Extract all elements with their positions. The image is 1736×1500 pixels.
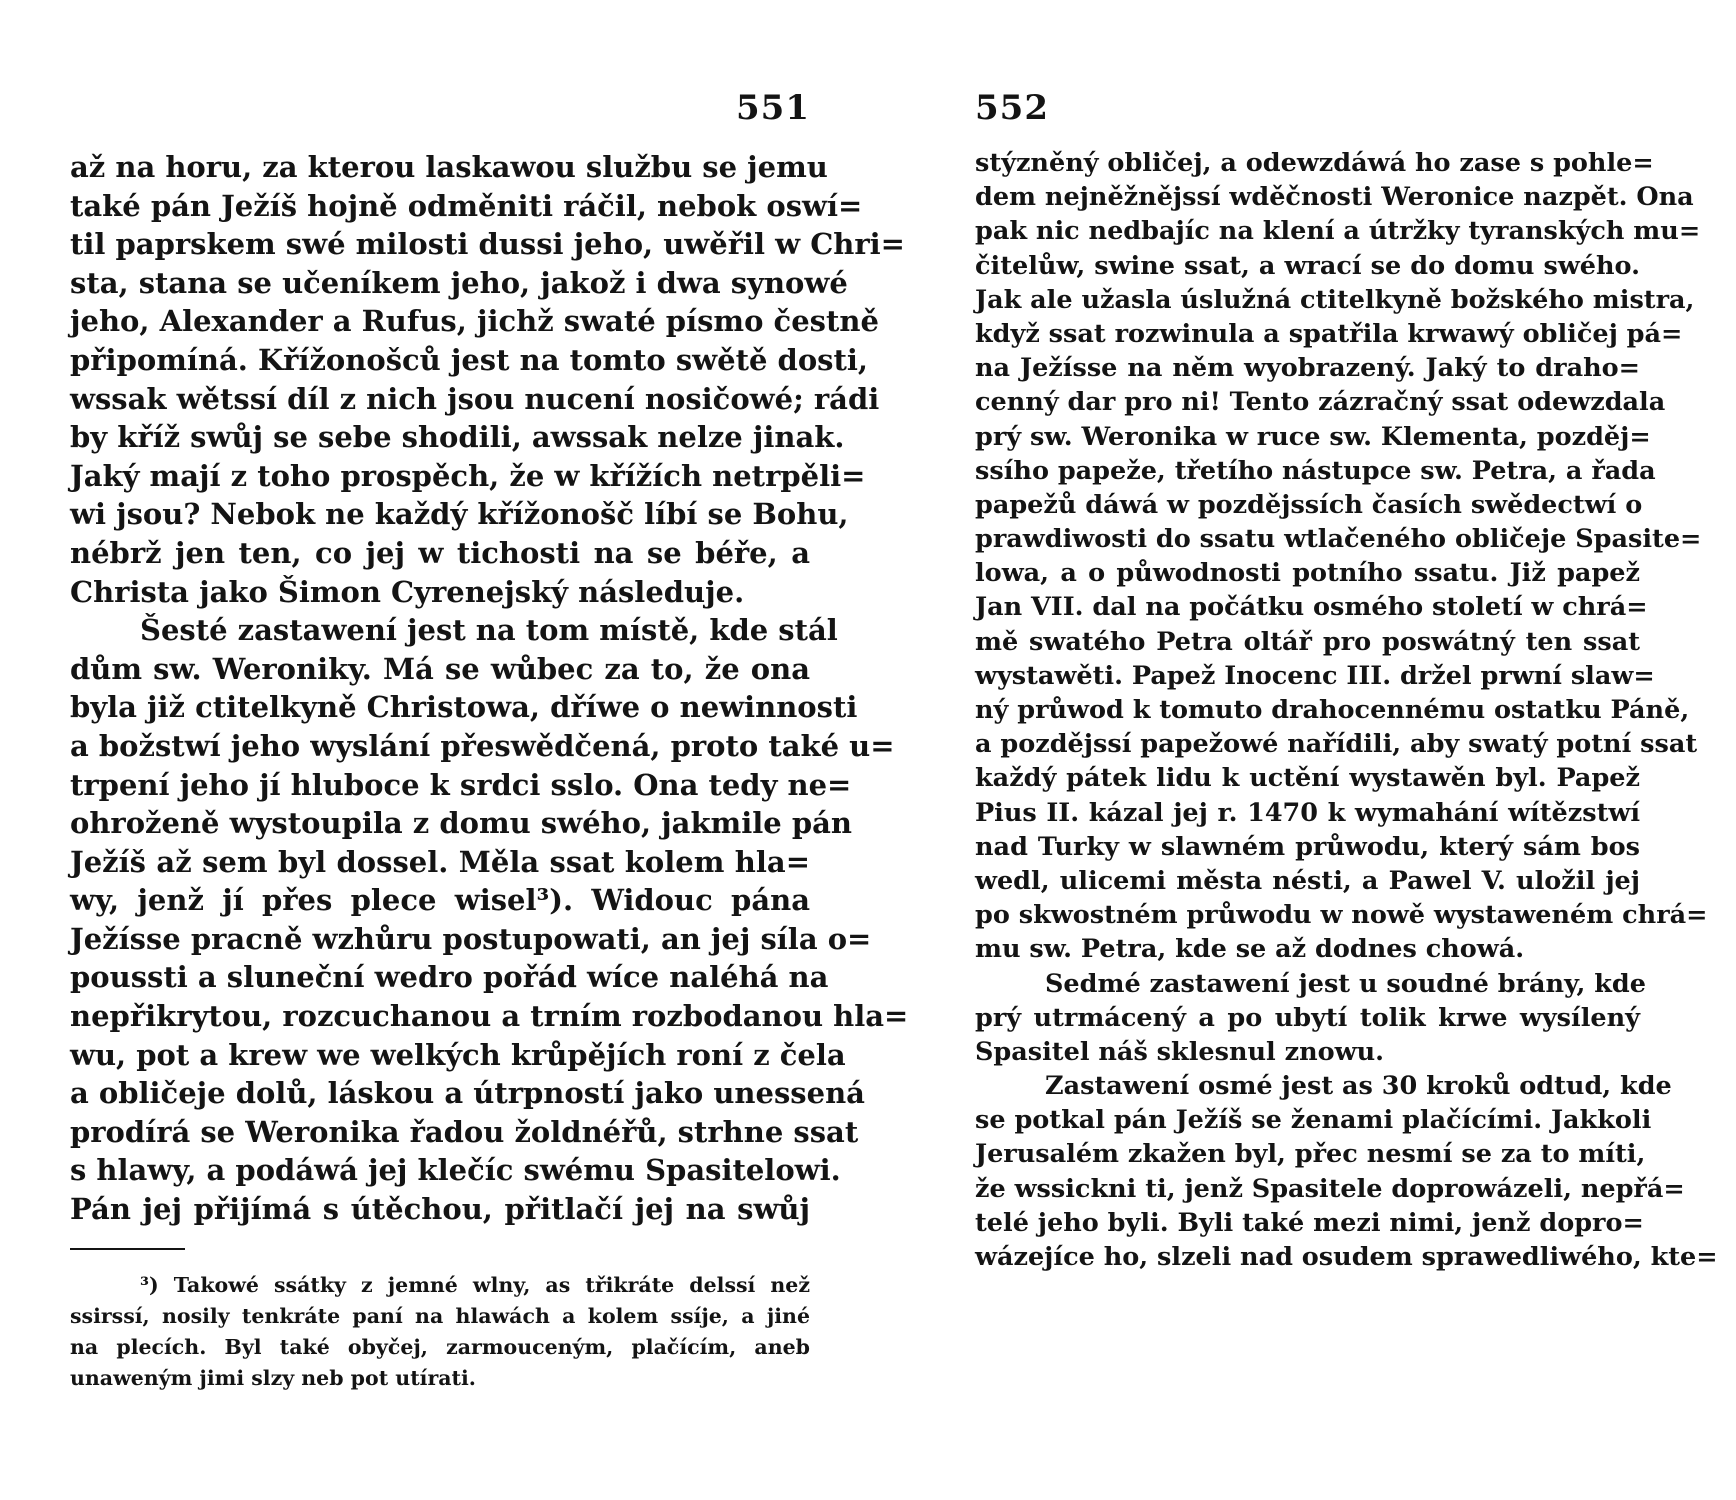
text-line: prý sw. Weronika w ruce sw. Klementa, pozděj= [975, 421, 1651, 452]
text-line: když ssat rozwinula a spatřila krwawý obličej pá= [975, 318, 1683, 349]
page-number-right: 552 [975, 88, 1049, 128]
text-line: Jan VII. dal na počátku osmého století w chrá= [975, 592, 1648, 623]
text-line: a obličeje dolů, láskou a útrpností jako unessená [70, 1076, 865, 1111]
text-line: cenný dar pro ni! Tento zázračný ssat odewzdala [975, 387, 1666, 418]
text-line: čitelůw, swine ssat, a wrací se do domu swého. [975, 250, 1640, 281]
text-line: na Ježísse na něm wyobrazený. Jaký to draho= [975, 353, 1640, 384]
left-page-body [70, 148, 909, 1229]
text-line: mě swatého Petra oltář pro poswátný ten ssat [975, 626, 1640, 657]
text-line: lowa, a o půwodnosti potního ssatu. Již papež [975, 558, 1640, 589]
text-line: telé jeho byli. Byli také mezi nimi, jenž dopro= [975, 1207, 1644, 1238]
text-line: Spasitel náš sklesnul znowu. [975, 1036, 1385, 1067]
text-line: Pius II. kázal jej r. 1470 k wymahání wítězstwí [975, 797, 1640, 828]
footnote-line: ssirssí, nosily tenkráte paní na hlawách a kolem ssíje, a jiné [70, 1304, 810, 1328]
text-line: že wssickni ti, jenž Spasitele doprowázeli, nepřá= [975, 1173, 1685, 1204]
text-line: sta, stana se učeníkem jeho, jakož i dwa synowé [70, 265, 848, 300]
text-line: ný průwod k tomuto drahocennému ostatku Páně, [975, 695, 1690, 725]
text-line: dem nejněžnějssí wděčnosti Weronice nazpět. Ona [975, 182, 1694, 213]
text-line: jeho, Alexander a Rufus, jichž swaté písmo čestně [70, 304, 879, 339]
text-line: každý pátek lidu k uctění wystawěn byl. Papež [975, 763, 1640, 794]
text-line: by kříž swůj se sebe shodili, awssak nelze jinak. [70, 420, 845, 455]
text-line: papežů dáwá w pozdějssích časích swědectwí o [975, 489, 1643, 520]
text-line: Pán jej přijímá s útěchou, přitlačí jej na swůj [70, 1192, 810, 1227]
text-line: prodírá se Weronika řadou žoldnéřů, strhne ssat [70, 1114, 859, 1149]
text-line: wázejíce ho, slzeli nad osudem sprawedliwého, kte= [975, 1242, 1718, 1272]
text-line: nepřikrytou, rozcuchanou a trním rozbodanou hla= [70, 999, 909, 1034]
text-line: Šesté zastawení jest na tom místě, kde stál [140, 613, 838, 648]
text-line: Jaký mají z toho prospěch, že w křížích netrpěli= [70, 458, 866, 493]
text-line: prawdiwosti do ssatu wtlačeného obličeje Spasite= [975, 524, 1702, 555]
text-line: prý utrmácený a po ubytí tolik krwe wysílený [975, 1002, 1640, 1033]
text-line: wystawěti. Papež Inocenc III. držel prwní slaw= [975, 660, 1655, 691]
text-line: nad Turky w slawném průwodu, který sám bos [975, 831, 1640, 862]
footnote-line: ³) Takowé ssátky z jemné wlny, as třikráte delssí než [140, 1273, 810, 1297]
text-line: až na horu, za kterou laskawou službu se jemu [70, 150, 828, 184]
text-line: a pozdějssí papežowé nařídili, aby swatý potní ssat [975, 729, 1698, 760]
text-line: byla již ctitelkyně Christowa, dříwe o newinnosti [70, 690, 858, 725]
text-line: til paprskem swé milosti dussi jeho, uwěřil w Chri= [70, 227, 905, 262]
text-line: nébrž jen ten, co jej w tichosti na se béře, a [70, 535, 810, 570]
text-line: wy, jenž jí přes plece wisel³). Widouc pána [70, 883, 810, 918]
text-line: Sedmé zastawení jest u soudné brány, kde [1045, 968, 1646, 999]
text-line: a božstwí jeho wyslání přeswědčená, proto také u= [70, 728, 895, 763]
right-page-body [975, 146, 1718, 1274]
text-line: také pán Ježíš hojně odměniti ráčil, nebok oswí= [70, 188, 863, 223]
text-line: mu sw. Petra, kde se až dodnes chowá. [975, 934, 1525, 965]
text-line: ssího papeže, třetího nástupce sw. Petra, a řada [975, 455, 1656, 486]
text-line: Zastawení osmé jest as 30 kroků odtud, kde [1045, 1071, 1672, 1102]
text-line: se potkal pán Ježíš se ženami plačícími. Jakkoli [975, 1105, 1652, 1136]
text-line: poussti a sluneční wedro pořád wíce naléhá na [70, 960, 829, 995]
text-line: po skwostném průwodu w nowě wystaweném chrá= [975, 900, 1708, 931]
text-line: pak nic nedbajíc na klení a útržky tyranských mu= [975, 216, 1701, 247]
text-line: ohroženě wystoupila z domu swého, jakmile pán [70, 806, 852, 841]
text-line: Ježísse pracně wzhůru postupowati, an jej síla o= [70, 921, 872, 956]
text-line: s hlawy, a podáwá jej klečíc swému Spasitelowi. [70, 1153, 841, 1188]
text-line: wedl, ulicemi města nésti, a Pawel V. uložil jej [975, 865, 1640, 896]
footnote-line: unaweným jimi slzy neb pot utírati. [70, 1366, 476, 1390]
page-number-left: 551 [736, 88, 810, 128]
text-line: wi jsou? Nebok ne každý křížonošč líbí se Bohu, [70, 497, 849, 532]
text-line: Ježíš až sem byl dossel. Měla ssat kolem hla= [70, 844, 810, 879]
text-line: dům sw. Weroniky. Má se wůbec za to, že ona [70, 651, 810, 686]
text-line: stýzněný obličej, a odewzdáwá ho zase s pohle= [975, 148, 1654, 178]
text-line: Jak ale užasla úslužná ctitelkyně božského mistra, [975, 284, 1695, 315]
text-line: wssak wětssí díl z nich jsou nucení nosičowé; rádi [70, 381, 880, 416]
text-line: wu, pot a krew we welkých krůpějích roní z čela [70, 1037, 846, 1072]
footnote-line: na plecích. Byl také obyčej, zarmouceným, plačícím, aneb [70, 1335, 810, 1359]
text-line: trpení jeho jí hluboce k srdci sslo. Ona tedy ne= [70, 767, 852, 802]
footnote-divider [70, 1248, 185, 1250]
text-line: Christa jako Šimon Cyrenejský následuje. [70, 574, 745, 609]
footnote-block [70, 1270, 810, 1394]
text-line: Jerusalém zkažen byl, přec nesmí se za to míti, [975, 1139, 1646, 1170]
text-line: připomíná. Křížonošců jest na tomto swětě dosti, [70, 342, 868, 377]
